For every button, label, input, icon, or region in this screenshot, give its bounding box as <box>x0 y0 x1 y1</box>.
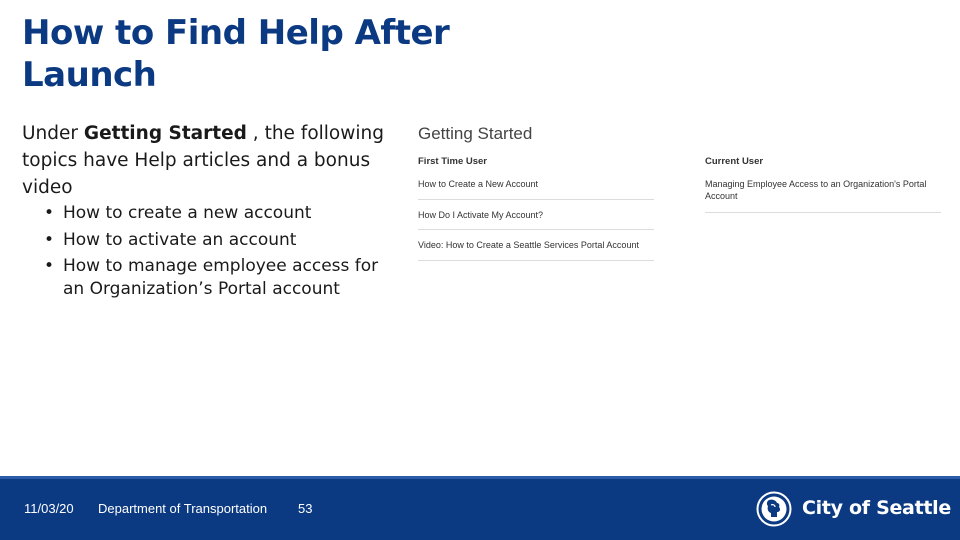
slide-title-line-1: How to Find Help After <box>22 13 450 53</box>
divider <box>418 199 654 200</box>
list-item: • How to activate an account <box>44 229 389 252</box>
intro-bold: Getting Started <box>83 123 247 144</box>
link-activate-account[interactable]: How Do I Activate My Account? <box>418 210 544 220</box>
city-logo <box>756 491 951 527</box>
link-create-account[interactable]: How to Create a New Account <box>418 179 539 189</box>
current-user-header: Current User <box>705 156 764 167</box>
footer-page-number: 53 <box>298 501 313 516</box>
link-managing-employee-access[interactable]: Managing Employee Access to an Organization's Portal Account <box>705 179 927 201</box>
divider <box>418 260 654 261</box>
logo-text: City of Seattle <box>802 497 951 519</box>
intro-suffix: , the following topics have Help articles and a bonus video <box>22 123 384 198</box>
divider <box>418 229 654 230</box>
getting-started-panel <box>418 124 948 274</box>
panel-heading: Getting Started <box>418 124 533 143</box>
slide-title <box>22 12 582 96</box>
link-video-create-account[interactable]: Video: How to Create a Seattle Services Portal Account <box>418 240 639 250</box>
city-of-seattle-logo-icon <box>756 491 792 527</box>
list-item: • How to create a new account <box>44 202 389 225</box>
footer-date: 11/03/20 <box>24 501 74 516</box>
intro-paragraph <box>22 120 392 201</box>
footer-department: Department of Transportation <box>98 501 268 516</box>
slide-title-line-2: Launch <box>22 55 157 95</box>
footer-accent-line <box>0 476 960 479</box>
footer-bar <box>0 476 960 540</box>
intro-prefix: Under <box>22 123 84 144</box>
topics-list <box>44 202 389 304</box>
first-time-user-header: First Time User <box>418 156 487 167</box>
divider <box>705 212 941 213</box>
list-item: • How to manage employee access for an Organization’s Portal account <box>44 255 389 300</box>
